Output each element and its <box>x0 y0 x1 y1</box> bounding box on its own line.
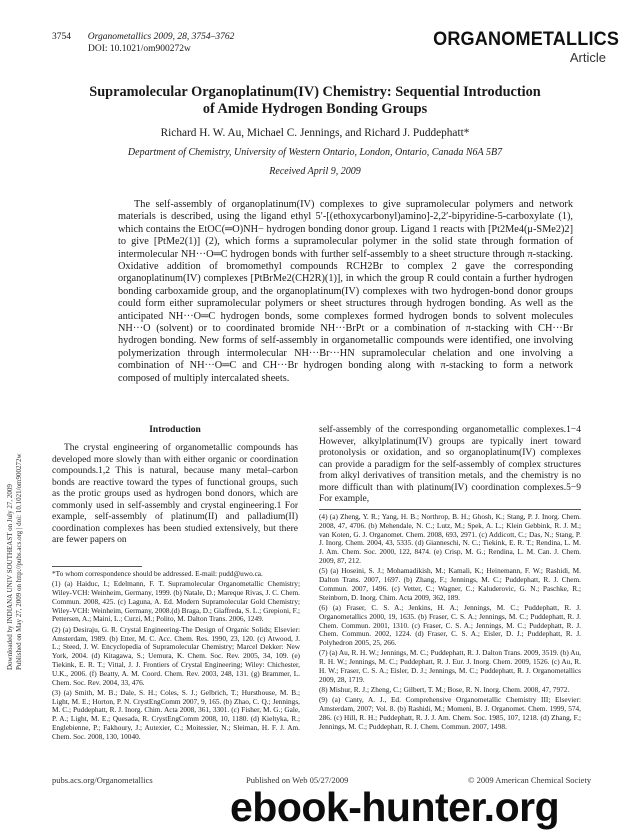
journal-citation: Organometallics 2009, 28, 3754–3762 <box>87 32 235 42</box>
footnote: (6) (a) Fraser, C. S. A.; Jenkins, H. A.; Jennings, M. C.; Puddephatt, R. J. Organometallics 2000, 19, 1635. (b) Fraser, C. S. A.; Jennings, M. C.; Puddephatt, R. J. Chem. Commun. 2001, 1310. (c) Fraser, C. S. A.; Jennings, M. C.; Puddephatt, R. J. Chem. Commun. 2002, 1224. (d) Fraser, C. S. A.; Eisler, D. J.; Puddephatt, R. J. Polyhedron 2005, 25, 266. <box>319 602 581 648</box>
footnote: (1) (a) Haiduc, I.; Edelmann, F. T. Supramolecular Organometallic Chemistry; Wiley-VCH: Weinheim, Germany, 1999. (b) Natale, D.; Mareque Rivas, J. C. Chem. Commun. 2008, 425. (c) Laguna, A. Ed. Modern Supramolecular Gold Chemistry; Wiley-VCH: Weinheim, Germany, 2008.(d) Braga, D.; Giaffreda, S. L.; Grepioni, F.; Pettersen, A.; Maini, L.; Curzi, M.; Polito, M. Dalton Trans. 2006, 1249. <box>52 579 300 624</box>
footnote: (3) (a) Smith, M. B.; Dale, S. H.; Coles, S. J.; Gelbrich, T.; Hursthouse, M. B.; Light, M. E.; Horton, P. N. CrystEngComm 2007, 9, 165. (b) Zhao, C. Q.; Jennings, M. C.; Puddephatt, R. J. Inorg. Chim. Acta 2008, 361, 3301. (c) Fisher, M. G.; Gale, P. A.; Light, M. E.; Quesada, R. CrystEngComm 2008, 10, 1180. (d) Kieltyka, R.; Englebienne, P.; Fakhoury, J.; Autexier, C.; Moitessier, N.; Sleiman, H. F. J. Am. Chem. Soc. 2008, 130, 10040. <box>52 687 300 741</box>
page-number: 3754 <box>52 32 71 42</box>
intro-paragraph-left: The crystal engineering of organometallic compounds has developed more slowly than with either organic or coordination compounds.1,2 This is natural, because many metal–carbon bonds are reactive toward the types of functional groups, such as the protic groups used as hydrogen bond donors, which are commonly used in self-assembly and crystal engineering.1 For example, self-assembly of platinum(II) and palladium(II) coordination complexes has been studied extensively, but there are fewer papers on <box>52 443 298 545</box>
article-title-line2: of Amide Hydrogen Bonding Groups <box>202 101 428 117</box>
article-title-line1: Supramolecular Organoplatinum(IV) Chemistry: Sequential Introduction <box>89 84 541 100</box>
received-date: Received April 9, 2009 <box>269 166 361 177</box>
author-list: Richard H. W. Au, Michael C. Jennings, and Richard J. Puddephatt* <box>160 127 470 139</box>
footnote: (8) Mishur, R. J.; Zheng, C.; Gilbert, T. M.; Bose, R. N. Inorg. Chem. 2008, 47, 7972. <box>319 685 570 695</box>
footer-journal-url[interactable]: pubs.acs.org/Organometallics <box>52 775 153 785</box>
footnote: (7) (a) Au, R. H. W.; Jennings, M. C.; Puddephatt, R. J. Dalton Trans. 2009, 3519. (b) Au, R. H. W.; Jennings, M. C.; Puddephatt, R. J. Eur. J. Inorg. Chem. 2009, 1526. (c) Au, R. H. W.; Fraser, C. S. A.; Eisler, D. J.; Jennings, M. C.; Puddephatt, R. J. Organometallics 2009, 28, 1719. <box>319 648 581 684</box>
download-stamp-line2: Published on May 27, 2009 on http://pubs.acs.org | doi: 10.1021/om900272w <box>15 453 23 670</box>
doi-line: DOI: 10.1021/om900272w <box>88 44 191 54</box>
footer-publication-date: Published on Web 05/27/2009 <box>246 775 349 785</box>
intro-paragraph-right: self-assembly of the corresponding organometallic complexes.1−4 However, alkylplatinum(IV) groups are typically inert toward protonolysis or oxidation, and so organoplatinum(IV) complexes can provide a paradigm for the self-assembly of complex structures from alkyl derivatives of transition metals, and the chemistry is no more difficult than with platinum(IV) coordination complexes.5−9 For example, <box>319 425 581 504</box>
footnotes-left <box>52 570 300 743</box>
footnotes-right <box>319 513 581 733</box>
footnote: *To whom correspondence should be addressed. E-mail: pudd@uwo.ca. <box>52 569 263 578</box>
watermark-text: ebook-hunter.org <box>230 784 560 830</box>
footnote: (5) (a) Hoseini, S. J.; Mohamadikish, M.; Kamali, K.; Heinemann, F. W.; Rashidi, M. Dalton Trans. 2007, 1697. (b) Zhang, F.; Jennings, M. C.; Puddephatt, R. J. Chem. Commun. 2007, 1496. (c) Vetter, C.; Wagner, C.; Kaluderovic, G. N.; Paschke, R.; Steinborn, D. Inorg. Chim. Acta 2009, 362, 189. <box>319 566 581 602</box>
section-heading-introduction: Introduction <box>149 425 201 435</box>
footnote: (4) (a) Zheng, Y. R.; Yang, H. B.; Northrop, B. H.; Ghosh, K.; Stang, P. J. Inorg. Chem. 2008, 47, 4706. (b) Mehendale, N. C.; Lutz, M.; Spek, A. L.; Klein Gebbink, R. J. M.; van Koten, G. J. Organomet. Chem. 2008, 693, 2971. (c) Addicott, C.; Das, N.; Stang, P. J. Inorg. Chem. 2004, 43, 5335. (d) Gianneschi, N. C.; Tiekink, E. R. T.; Rendina, L. M. J. Am. Chem. Soc. 2000, 122, 8474. (e) Crisp, M. G.; Rendina, L. M. Can. J. Chem. 2009, 87, 212. <box>319 512 581 565</box>
download-stamp <box>6 270 30 670</box>
affiliation: Department of Chemistry, University of Western Ontario, London, Ontario, Canada N6A 5B7 <box>127 147 503 158</box>
journal-logo <box>424 29 620 70</box>
footer-copyright: © 2009 American Chemical Society <box>468 775 592 785</box>
footnote-rule-left <box>52 566 142 567</box>
footnote: (2) (a) Desiraju, G. R. Crystal Engineering-The Design of Organic Solids; Elsevier: Amsterdam, 1989. (b) Etter, M. C. Acc. Chem. Res. 1990, 23, 120. (c) Atwood, J. L.; Steed, J. W. Encyclopedia of Supramolecular Chemistry; Marcel Dekker: New York, 2004. (d) Kitagawa, S.; Uemura, K. Chem. Soc. Rev. 2005, 34, 109. (e) Tiekink, E. R. T.; Vittal, J. J. Frontiers of Crystal Engineering; Wiley: Chichester, U.K., 2006. (f) Beatty, A. M. Coord. Chem. Rev. 2003, 248, 131. (g) Brammer, L. Chem. Soc. Rev. 2004, 33, 476. <box>52 624 300 687</box>
footnote: (9) (a) Canty, A. J., Ed. Comprehensive Organometallic Chemistry III; Elsevier: Amsterdam, 2007; Vol. 8. (b) Rashidi, M.; Momeni, B. J. Organomet. Chem. 1999, 574, 286. (c) Hill, R. H.; Puddephatt, R. J. J. Am. Chem. Soc. 1985, 107, 1218. (d) Zhang, F.; Jennings, M. C.; Puddephatt, R. J. Chem. Commun. 2007, 1498. <box>319 695 581 731</box>
abstract: The self-assembly of organoplatinum(IV) complexes to give supramolecular polymers and network materials is described, using the ligand ethyl 5′-[(ethoxycarbonyl)amino]-2,2′-bipyridine-5-carboxylate (1), which contains the EtOC(═O)NH− hydrogen bonding donor group. Ligand 1 reacts with [Pt2Me4(μ-SMe2)2] to give [PtMe2(1)] (2), which forms a supramolecular polymer in the solid state through formation of intermolecular NH···O═C hydrogen bonds with further self-assembly to a sheet structure through π-stacking. Oxidative addition of bromomethyl compounds RCH2Br to complex 2 gave the corresponding organoplatinum(IV) complexes [PtBrMe2(CH2R)(1)], in which the group R could contain a further hydrogen bonding carboxamide group, and the organoplatinum(IV) complexes with two hydrogen-bond donor groups could form either supramolecular polymers or sheet structures through hydrogen bonding. As well as the anticipated NH···O═C hydrogen bonds, some complexes formed hydrogen bonds to solvent molecules NH···O (solvent) or to coordinated bromide NH···BrPt or a combination of π-stacking with CH···Br hydrogen bonding. New forms of self-assembly in organometallic compounds were identified, one involving polymerization through intermolecular NH···Br···HN supramolecular chelation and one involving a combination of NH···O═C and CH···Br hydrogen bonding along with π-stacking to form a network composed of multiply intercalated sheets. <box>118 199 573 384</box>
article-title <box>60 84 570 118</box>
download-stamp-line1: Downloaded by INDIANA UNIV SOUTHEAST on July 27, 2009 <box>6 484 14 670</box>
footnote-rule-right <box>319 509 581 510</box>
journal-logo-name: ORGANOMETALLICS <box>433 29 620 50</box>
running-header <box>52 31 234 43</box>
article-type-label: Article <box>569 50 606 65</box>
